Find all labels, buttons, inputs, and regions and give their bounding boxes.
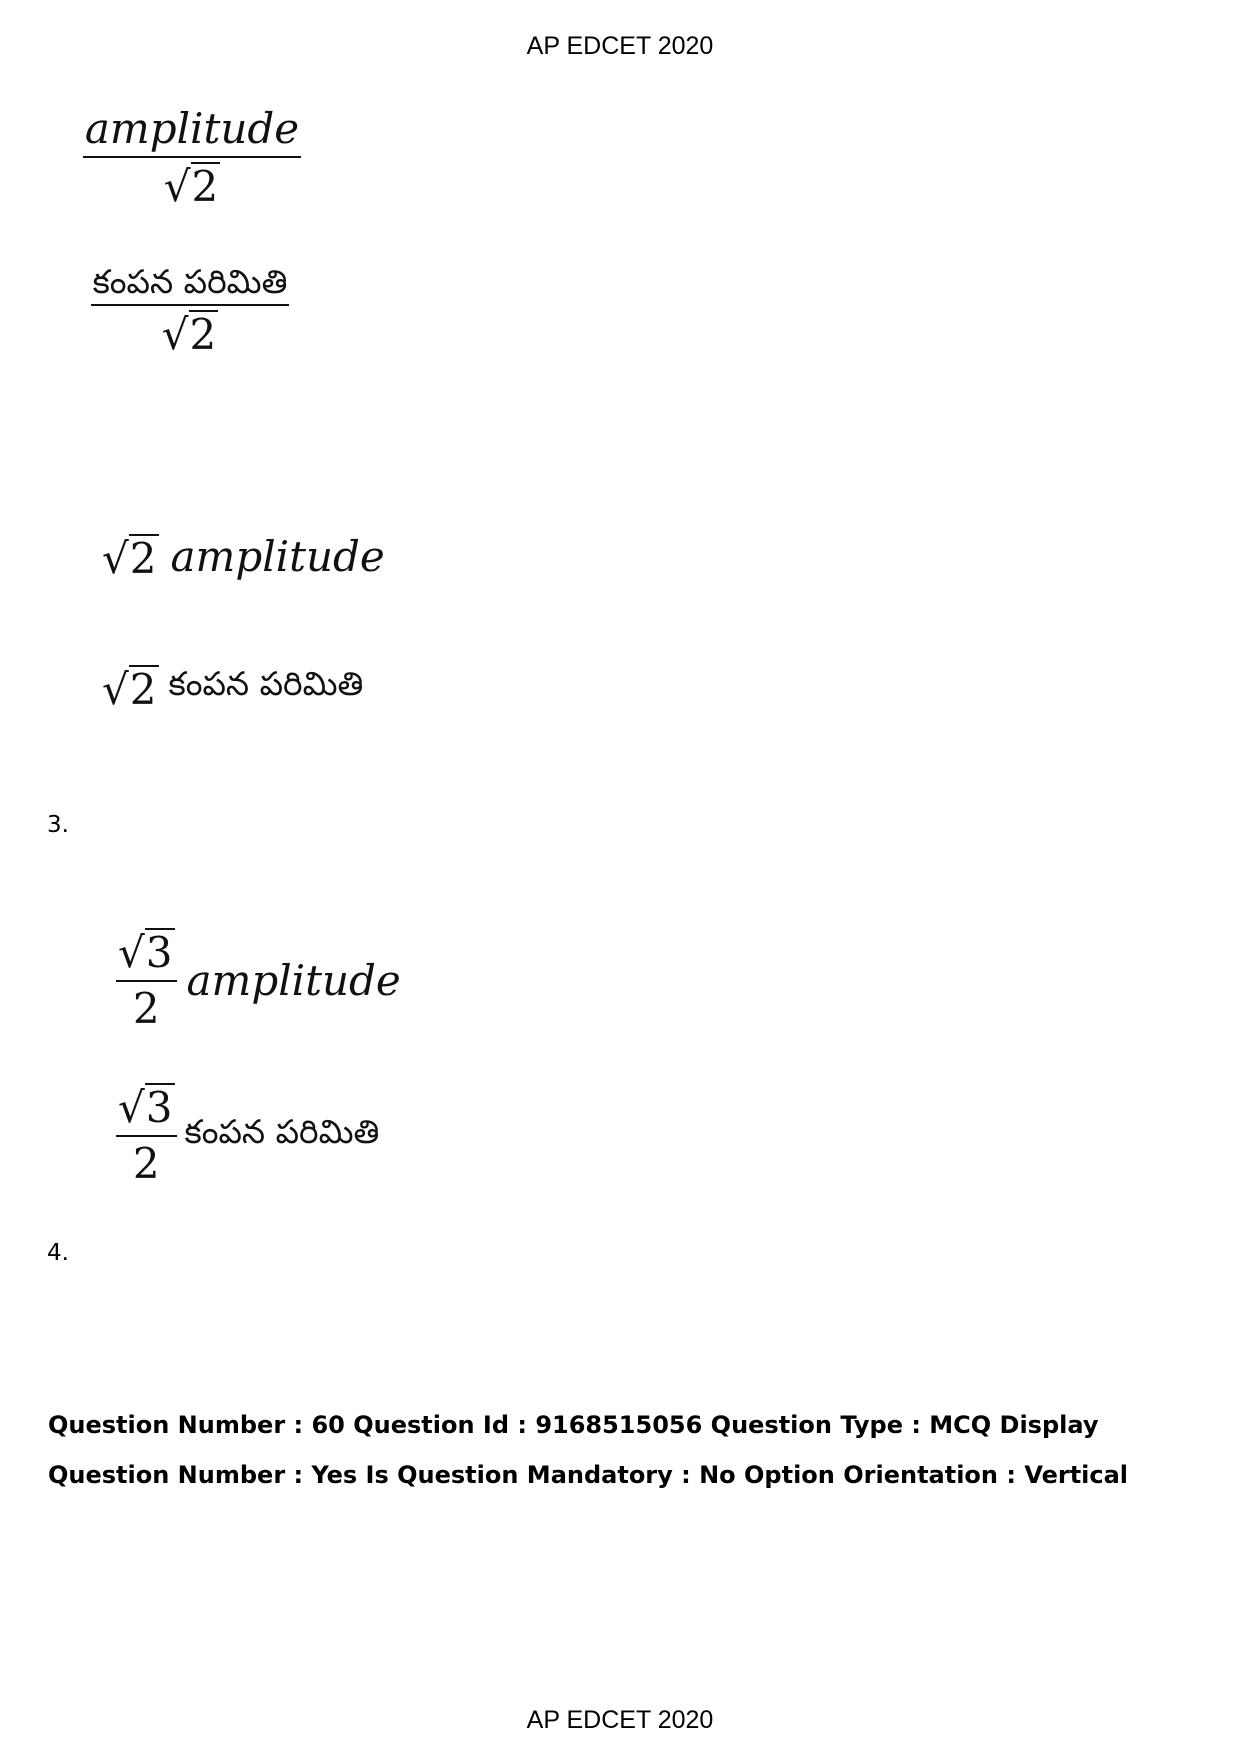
question-meta: Question Number : 60 Question Id : 9168515056 Question Type : MCQ Display Question Number : Yes Is Question Mandatory : No Option Orientation : Vertical (48, 1411, 1129, 1489)
radical-sign: √ (118, 1083, 145, 1132)
radical-sign: √ (163, 162, 191, 212)
radical-sign: √ (161, 310, 189, 360)
option2-english-denominator (164, 158, 221, 210)
fraction-denominator: 2 (132, 984, 160, 1034)
option4-english-term: amplitude (186, 955, 401, 1005)
option3-telugu-expression (102, 664, 364, 714)
option2-telugu-denominator (162, 306, 219, 358)
option4-telugu-expression (116, 1083, 379, 1187)
sqrt-two (163, 162, 221, 212)
sqrt-two (102, 664, 159, 714)
sqrt3-over-2-fraction (116, 928, 177, 1032)
fraction-denominator: 2 (132, 1139, 160, 1189)
page-header: AP EDCET 2020 (526, 32, 714, 60)
fraction-numerator (116, 928, 177, 982)
option2-telugu-fraction (76, 264, 304, 358)
option3-telugu-term: కంపన పరిమితి (168, 664, 364, 703)
option3-english-expression (102, 532, 385, 581)
sqrt3-over-2-fraction (116, 1083, 177, 1187)
radicand: 2 (129, 664, 157, 714)
radicand: 3 (145, 1083, 173, 1132)
option2-telugu-numerator: కంపన పరిమితి (91, 264, 290, 306)
radical-sign: √ (118, 928, 145, 977)
sqrt-three (118, 928, 175, 977)
option2-english-numerator: amplitude (83, 106, 301, 158)
radicand: 2 (191, 162, 219, 212)
radical-sign: √ (102, 664, 129, 714)
page-footer: AP EDCET 2020 (526, 1706, 714, 1734)
option3-number: 3. (47, 812, 69, 838)
radical-sign: √ (102, 533, 129, 583)
option4-english-expression (116, 928, 401, 1032)
option2-english-fraction (84, 106, 300, 210)
option4-number: 4. (47, 1240, 69, 1266)
radicand: 3 (145, 928, 173, 977)
sqrt-three (118, 1083, 175, 1132)
sqrt-two (102, 533, 159, 583)
radicand: 2 (129, 533, 157, 583)
option4-telugu-term: కంపన పరిమితి (184, 1111, 380, 1151)
sqrt-two (161, 310, 219, 360)
fraction-numerator (116, 1083, 177, 1137)
radicand: 2 (189, 310, 217, 360)
option3-english-term: amplitude (170, 532, 385, 581)
